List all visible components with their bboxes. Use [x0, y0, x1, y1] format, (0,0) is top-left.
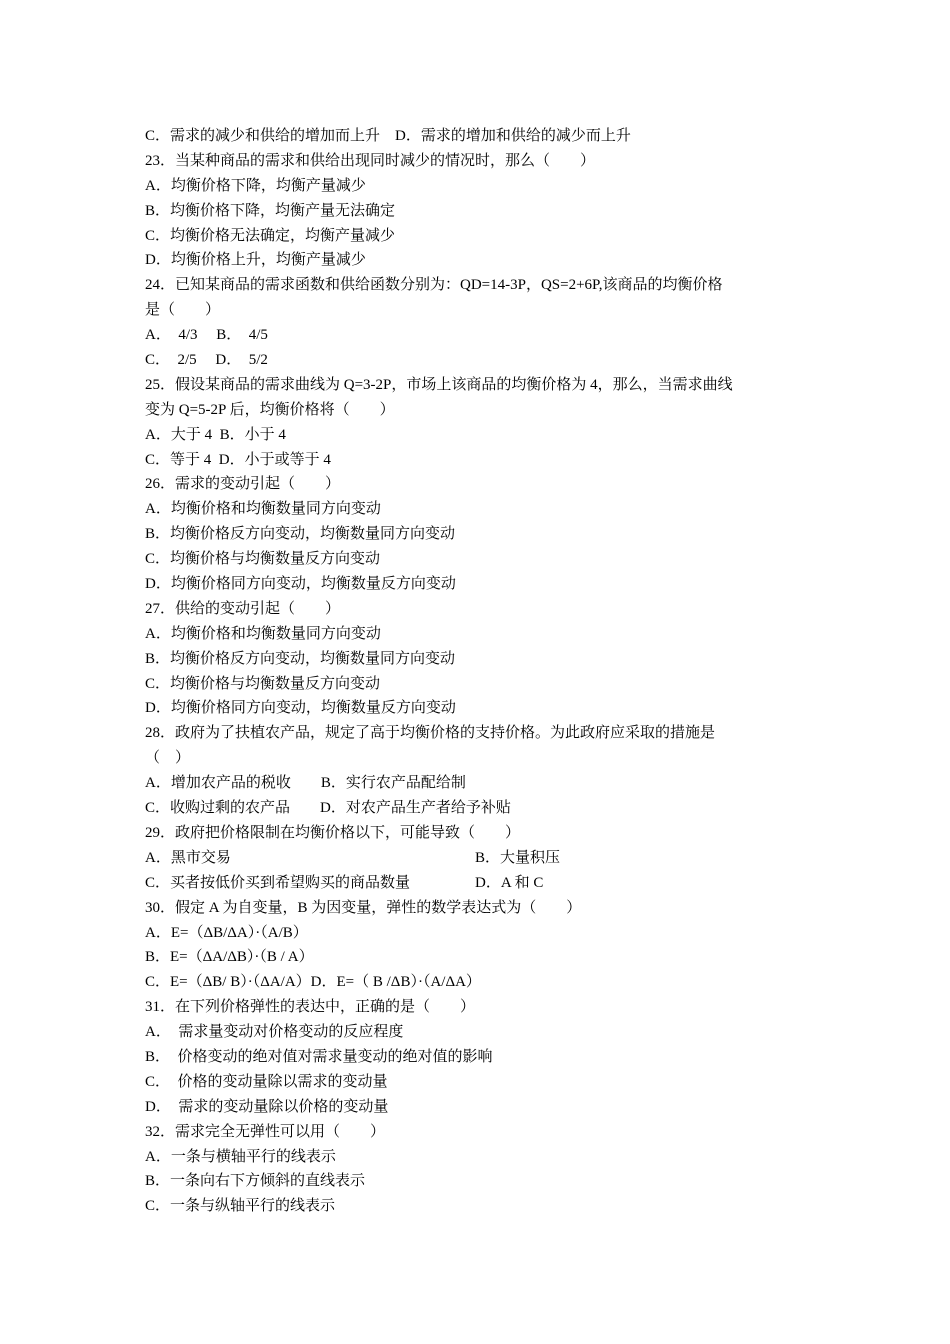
option-d: D．A 和 C — [475, 874, 544, 891]
option-line: A．均衡价格和均衡数量同方向变动 — [145, 501, 381, 518]
option-a: A．黑市交易 — [145, 849, 231, 866]
option-line: C．均衡价格无法确定，均衡产量减少 — [145, 227, 396, 244]
question-23: 23．当某种商品的需求和供给出现同时减少的情况时，那么（ ） — [145, 152, 596, 169]
question-27: 27．供给的变动引起（ ） — [145, 600, 341, 617]
option-line: C． 价格的变动量除以需求的变动量 — [145, 1073, 388, 1090]
question-24: 24．已知某商品的需求函数和供给函数分别为：QD=14-3P，QS=2+6P,该商品的均衡价格 — [145, 277, 723, 294]
question-30: 30．假定 A 为自变量，B 为因变量，弹性的数学表达式为（ ） — [145, 899, 582, 916]
option-line: A． 需求量变动对价格变动的反应程度 — [145, 1024, 404, 1041]
option-line: D． 需求的变动量除以价格的变动量 — [145, 1098, 389, 1115]
option-line: A．均衡价格下降，均衡产量减少 — [145, 177, 366, 194]
option-line: A．均衡价格和均衡数量同方向变动 — [145, 625, 381, 642]
text-line: （ ） — [145, 750, 191, 767]
option-line: D．均衡价格同方向变动，均衡数量反方向变动 — [145, 700, 456, 717]
option-line: C．一条与纵轴平行的线表示 — [145, 1198, 336, 1215]
option-line: B．均衡价格反方向变动，均衡数量同方向变动 — [145, 526, 456, 543]
question-28: 28．政府为了扶植农产品，规定了高于均衡价格的支持价格。为此政府应采取的措施是 — [145, 725, 716, 742]
option-line: D．均衡价格上升，均衡产量减少 — [145, 252, 366, 269]
document-body — [145, 124, 815, 1219]
question-31: 31．在下列价格弹性的表达中，正确的是（ ） — [145, 999, 476, 1016]
option-line: C．均衡价格与均衡数量反方向变动 — [145, 675, 381, 692]
option-line: D．均衡价格同方向变动，均衡数量反方向变动 — [145, 576, 456, 593]
option-line: A． 4/3 B． 4/5 — [145, 327, 268, 344]
question-29: 29．政府把价格限制在均衡价格以下，可能导致（ ） — [145, 824, 521, 841]
option-line — [145, 846, 815, 871]
option-line: B．均衡价格反方向变动，均衡数量同方向变动 — [145, 650, 456, 667]
question-32: 32．需求完全无弹性可以用（ ） — [145, 1123, 386, 1140]
option-b: B．大量积压 — [475, 849, 561, 866]
option-line: B．一条向右下方倾斜的直线表示 — [145, 1173, 366, 1190]
option-line — [145, 871, 815, 896]
option-c: C．买者按低价买到希望购买的商品数量 — [145, 874, 411, 891]
option-line: B．E=（ΔA/ΔB）·（B / A） — [145, 949, 314, 966]
text-line: 变为 Q=5-2P 后，均衡价格将（ ） — [145, 401, 395, 418]
option-line: B．均衡价格下降，均衡产量无法确定 — [145, 202, 396, 219]
option-line: A．一条与横轴平行的线表示 — [145, 1148, 336, 1165]
question-26: 26．需求的变动引起（ ） — [145, 476, 341, 493]
option-line: C．等于 4 D．小于或等于 4 — [145, 451, 331, 468]
option-line: B． 价格变动的绝对值对需求量变动的绝对值的影响 — [145, 1048, 493, 1065]
option-line: C．收购过剩的农产品 D．对农产品生产者给予补贴 — [145, 800, 511, 817]
option-line: A．增加农产品的税收 B．实行农产品配给制 — [145, 775, 466, 792]
option-line: C． 2/5 D． 5/2 — [145, 352, 268, 369]
text-line: 是（ ） — [145, 302, 221, 319]
option-line: C．E=（ΔB/ B）·（ΔA/A）D．E=（ B /ΔB）·（A/ΔA） — [145, 974, 481, 991]
question-25: 25．假设某商品的需求曲线为 Q=3-2P，市场上该商品的均衡价格为 4，那么，当需求曲线 — [145, 376, 733, 393]
option-line: A．E=（ΔB/ΔA）·（A/B） — [145, 924, 308, 941]
option-line: A．大于 4 B．小于 4 — [145, 426, 286, 443]
text-line: C．需求的减少和供给的增加而上升 D．需求的增加和供给的减少而上升 — [145, 128, 631, 144]
option-line: C．均衡价格与均衡数量反方向变动 — [145, 551, 381, 568]
